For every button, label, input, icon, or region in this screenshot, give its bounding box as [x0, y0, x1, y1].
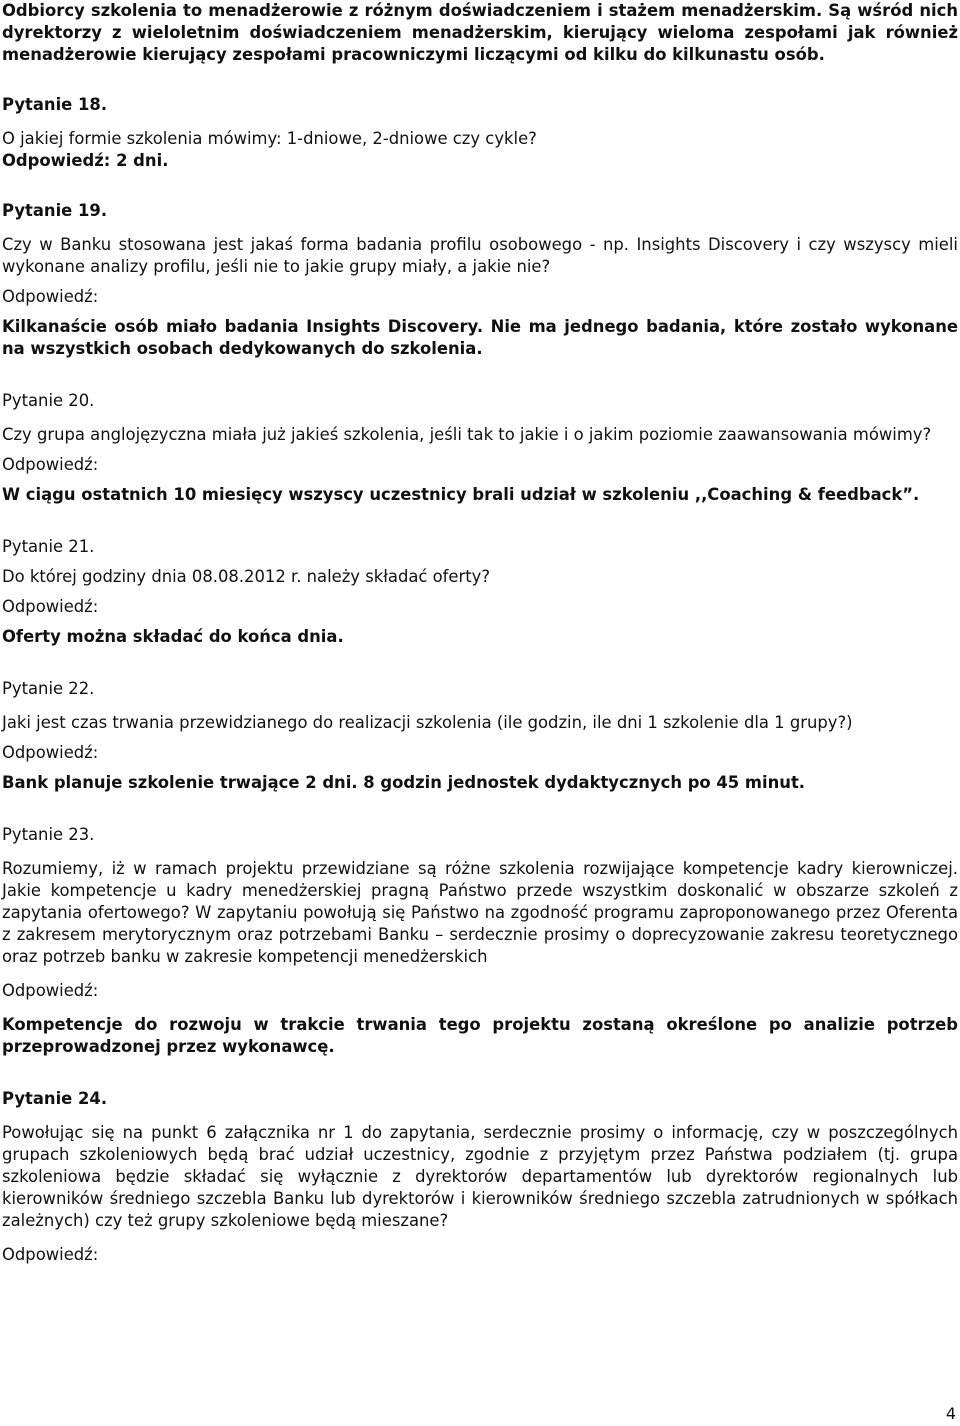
question-18-answer: Odpowiedź: 2 dni. [2, 151, 169, 170]
question-23-title: Pytanie 23. [2, 825, 95, 844]
document-page [2, 0, 958, 1266]
page-number: 4 [945, 1404, 956, 1423]
question-22-title: Pytanie 22. [2, 679, 95, 698]
question-21-answer-label: Odpowiedź: [2, 597, 99, 616]
question-23-answer-label: Odpowiedź: [2, 981, 99, 1000]
question-19-answer: Kilkanaście osób miało badania Insights Discovery. Nie ma jednego badania, które zostało wykonane na wszystkich osobach dedykowanych do szkolenia. [2, 317, 958, 358]
question-22-answer: Bank planuje szkolenie trwające 2 dni. 8 godzin jednostek dydaktycznych po 45 minut. [2, 773, 806, 792]
question-21-text: Do której godziny dnia 08.08.2012 r. należy składać oferty? [2, 567, 491, 586]
question-21-title: Pytanie 21. [2, 537, 95, 556]
question-24-text: Powołując się na punkt 6 załącznika nr 1 do zapytania, serdecznie prosimy o informację, czy w poszczególnych grupach szkoleniowych będą brać udział uczestnicy, zgodnie z przyjętym przez Państwa podziałem (tj. grupa szkoleniowa będzie składać się wyłącznie z dyrektorów departamentów lub dyrektorów regionalnych lub kierowników średniego szczebla Banku lub dyrektorów i kierowników średniego szczebla zatrudnionych w spółkach zależnych) czy też grupy szkoleniowe będą mieszane? [2, 1123, 958, 1230]
intro-paragraph: Odbiorcy szkolenia to menadżerowie z różnym doświadczeniem i stażem menadżerskim. Są wśród nich dyrektorzy z wieloletnim doświadczeniem menadżerskim, kierujący wieloma zespołami jak również menadżerowie kierujący zespołami pracowniczymi liczącymi od kilku do kilkunastu osób. [2, 1, 958, 64]
question-19-title: Pytanie 19. [2, 201, 108, 220]
question-20-answer-label: Odpowiedź: [2, 455, 99, 474]
question-18-text: O jakiej formie szkolenia mówimy: 1-dniowe, 2-dniowe czy cykle? [2, 129, 537, 148]
question-20-title: Pytanie 20. [2, 391, 95, 410]
question-24-title: Pytanie 24. [2, 1089, 108, 1108]
question-24-answer-label: Odpowiedź: [2, 1245, 99, 1264]
question-20-text: Czy grupa anglojęzyczna miała już jakieś szkolenia, jeśli tak to jakie i o jakim poziomie zaawansowania mówimy? [2, 425, 932, 444]
question-19-text: Czy w Banku stosowana jest jakaś forma badania profilu osobowego - np. Insights Discovery i czy wszyscy mieli wykonane analizy profilu, jeśli nie to jakie grupy miały, a jakie nie? [2, 235, 958, 276]
question-23-answer: Kompetencje do rozwoju w trakcie trwania tego projektu zostaną określone po analizie potrzeb przeprowadzonej przez wykonawcę. [2, 1015, 958, 1056]
question-21-answer: Oferty można składać do końca dnia. [2, 627, 344, 646]
question-22-text: Jaki jest czas trwania przewidzianego do realizacji szkolenia (ile godzin, ile dni 1 szkolenie dla 1 grupy?) [2, 713, 853, 732]
question-20-answer: W ciągu ostatnich 10 miesięcy wszyscy uczestnicy brali udział w szkoleniu ,,Coaching & feedback”. [2, 485, 920, 504]
question-19-answer-label: Odpowiedź: [2, 287, 99, 306]
question-22-answer-label: Odpowiedź: [2, 743, 99, 762]
question-18-title: Pytanie 18. [2, 95, 108, 114]
question-23-text: Rozumiemy, iż w ramach projektu przewidziane są różne szkolenia rozwijające kompetencje kadry kierowniczej. Jakie kompetencje u kadry menedżerskiej pragną Państwo przede wszystkim doskonalić w obszarze szkoleń z zapytania ofertowego? W zapytaniu powołują się Państwo na zgodność programu zaproponowanego przez Oferenta z zakresem merytorycznym oraz potrzebami Banku – serdecznie prosimy o doprecyzowanie zakresu teoretycznego oraz potrzeb banku w zakresie kompetencji menedżerskich [2, 859, 958, 966]
